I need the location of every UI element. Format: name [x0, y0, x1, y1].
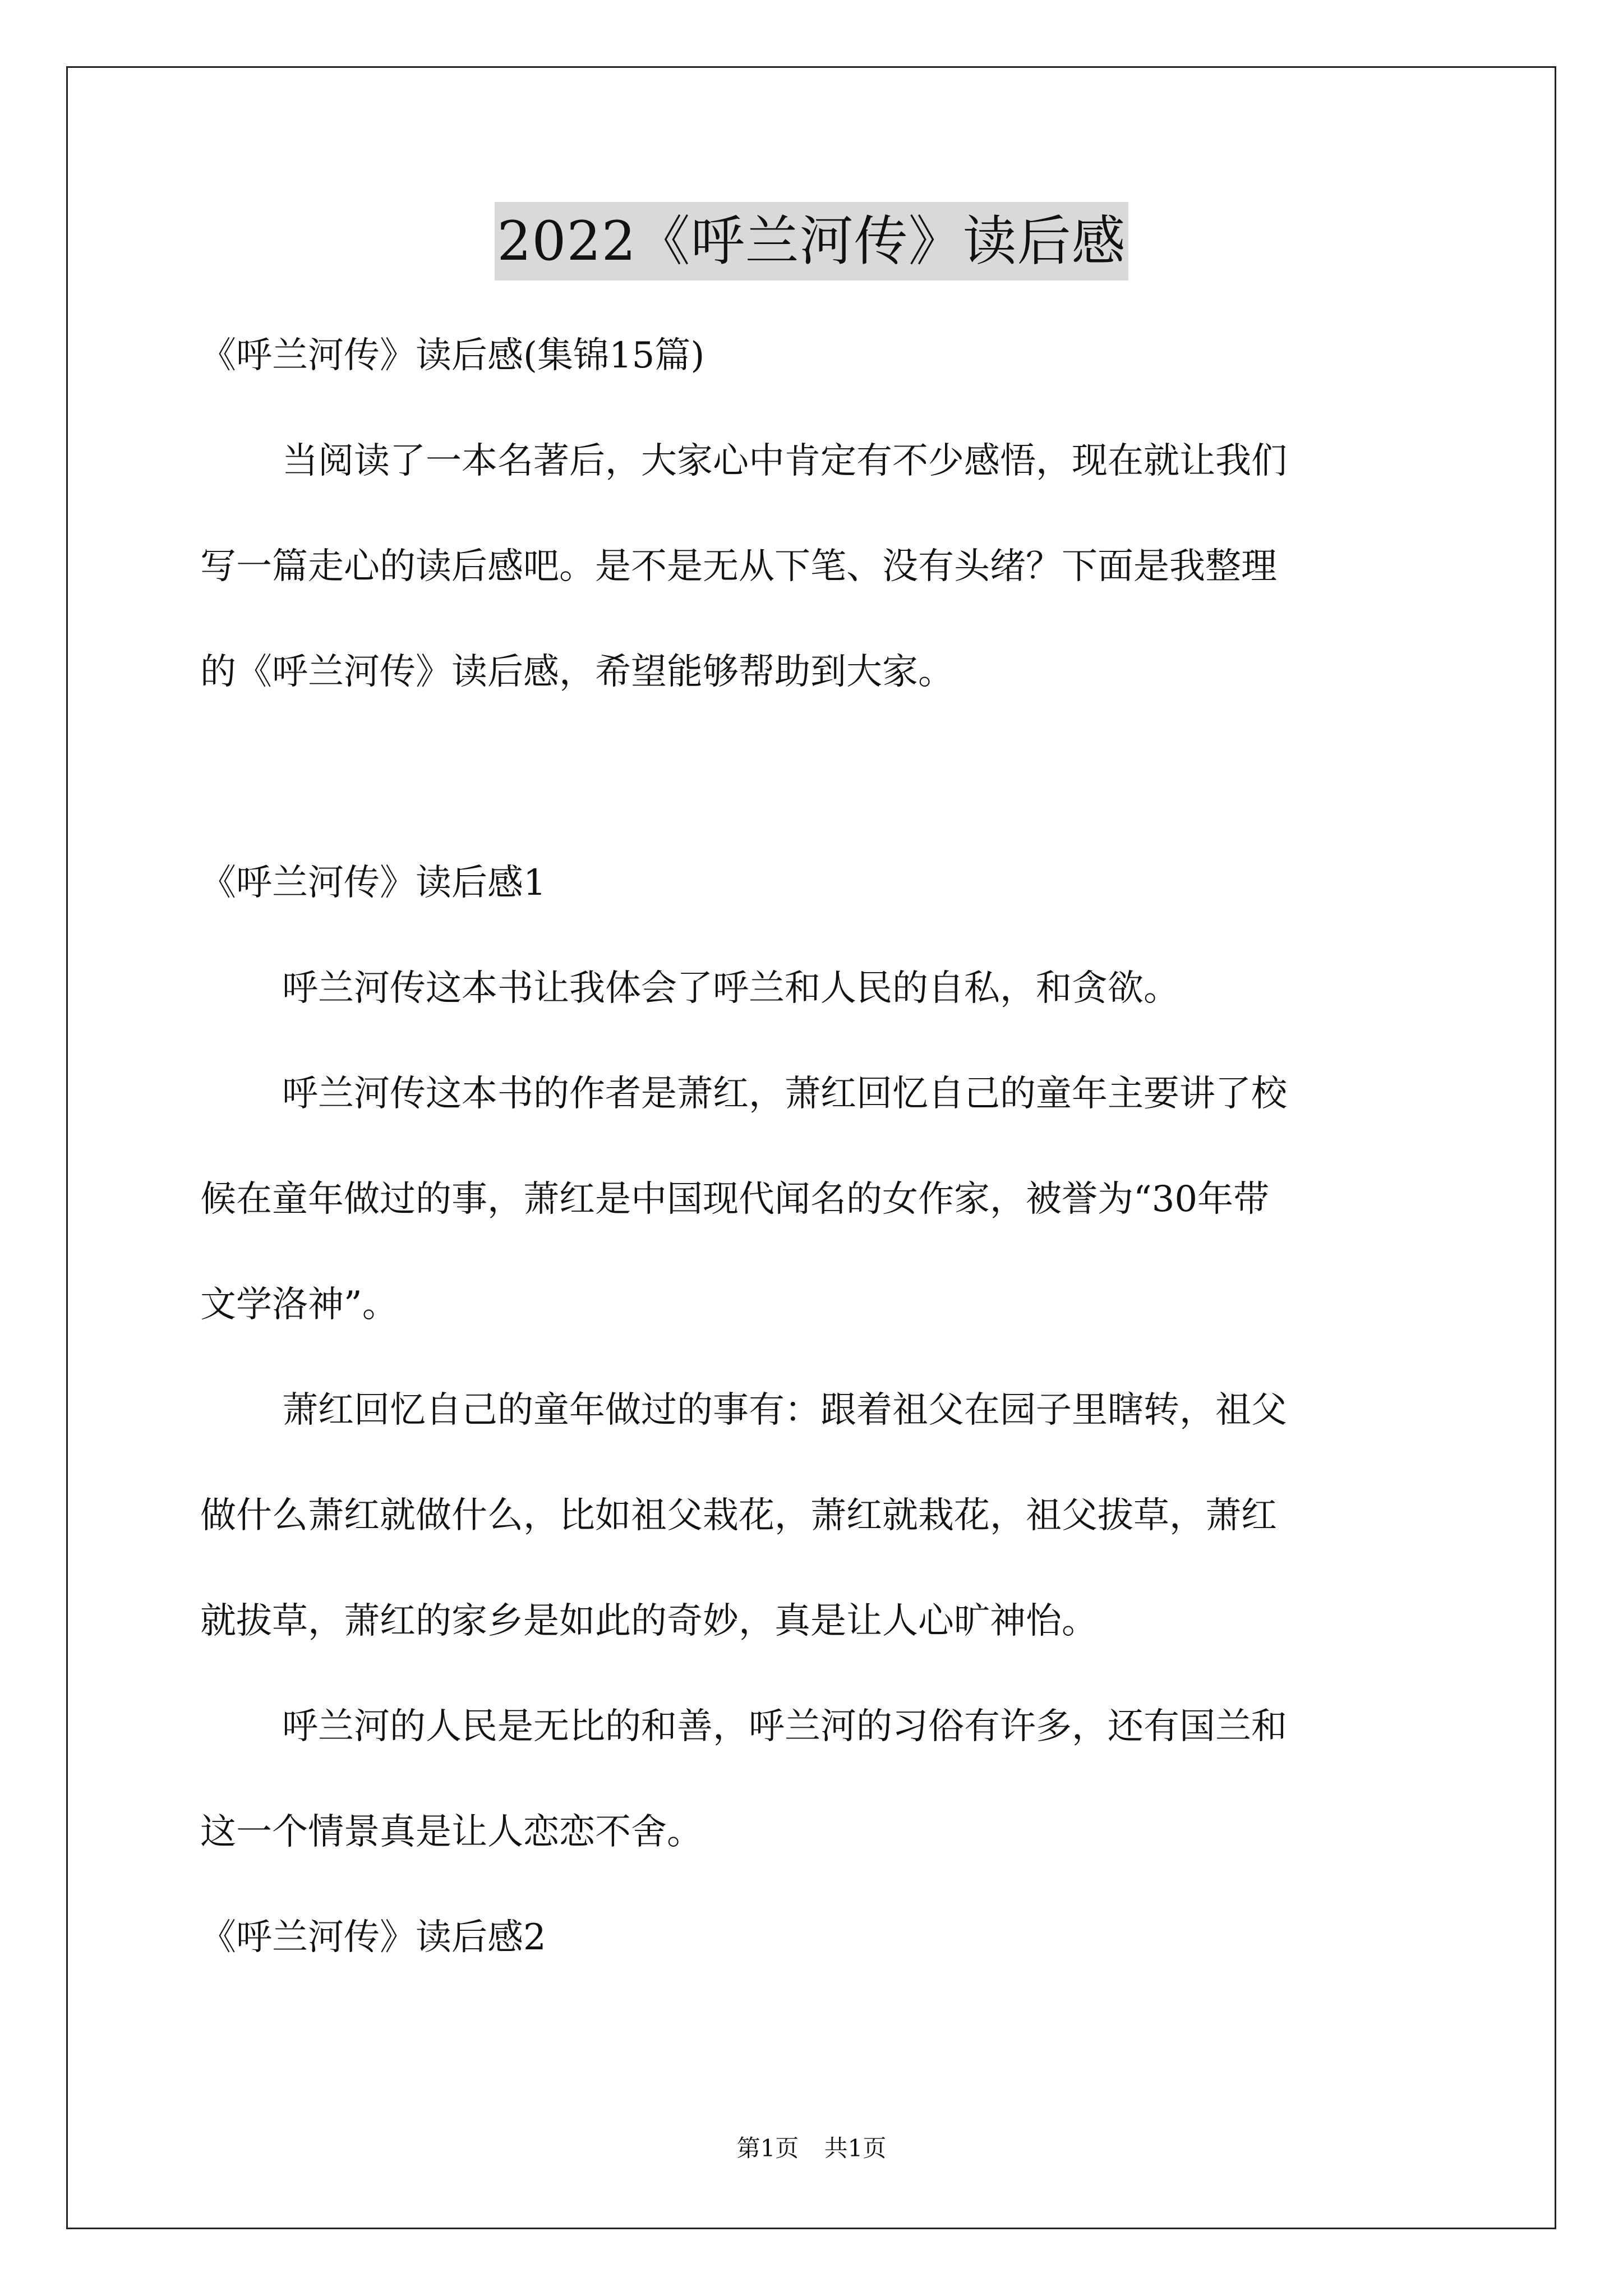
page-footer	[0, 2132, 1623, 2165]
paragraph-line: 做什么萧红就做什么，比如祖父栽花，萧红就栽花，祖父拔草，萧红	[200, 1495, 1277, 1536]
title-container	[0, 202, 1623, 280]
intro-line: 的《呼兰河传》读后感，希望能够帮助到大家。	[200, 651, 954, 693]
paragraph-line: 候在童年做过的事，萧红是中国现代闻名的女作家，被誉为“30年带	[200, 1179, 1270, 1220]
paragraph-line: 呼兰河的人民是无比的和善，呼兰河的习俗有许多，还有国兰和	[282, 1706, 1287, 1747]
section-heading-2: 《呼兰河传》读后感2	[200, 1917, 546, 1958]
paragraph-line: 文学洛神”。	[200, 1284, 398, 1326]
document-subtitle: 《呼兰河传》读后感(集锦15篇)	[200, 335, 705, 376]
document-title: 2022《呼兰河传》读后感	[495, 202, 1128, 280]
paragraph-line: 这一个情景真是让人恋恋不舍。	[200, 1811, 703, 1853]
paragraph-line: 呼兰河传这本书的作者是萧红，萧红回忆自己的童年主要讲了校	[282, 1073, 1287, 1115]
section-heading-1: 《呼兰河传》读后感1	[200, 862, 546, 904]
paragraph-line: 呼兰河传这本书让我体会了呼兰和人民的自私，和贪欲。	[282, 968, 1179, 1009]
intro-line: 当阅读了一本名著后，大家心中肯定有不少感悟，现在就让我们	[282, 440, 1287, 482]
page-number-total: 共1页	[824, 2134, 887, 2162]
document-body	[200, 303, 1434, 1990]
paragraph-line: 就拔草，萧红的家乡是如此的奇妙，真是让人心旷神怡。	[200, 1600, 1098, 1642]
intro-line: 写一篇走心的读后感吧。是不是无从下笔、没有头绪？下面是我整理	[200, 546, 1277, 587]
page-number-current: 第1页	[736, 2134, 799, 2162]
blank-line	[200, 725, 1434, 830]
paragraph-line: 萧红回忆自己的童年做过的事有：跟着祖父在园子里瞎转，祖父	[282, 1389, 1287, 1431]
